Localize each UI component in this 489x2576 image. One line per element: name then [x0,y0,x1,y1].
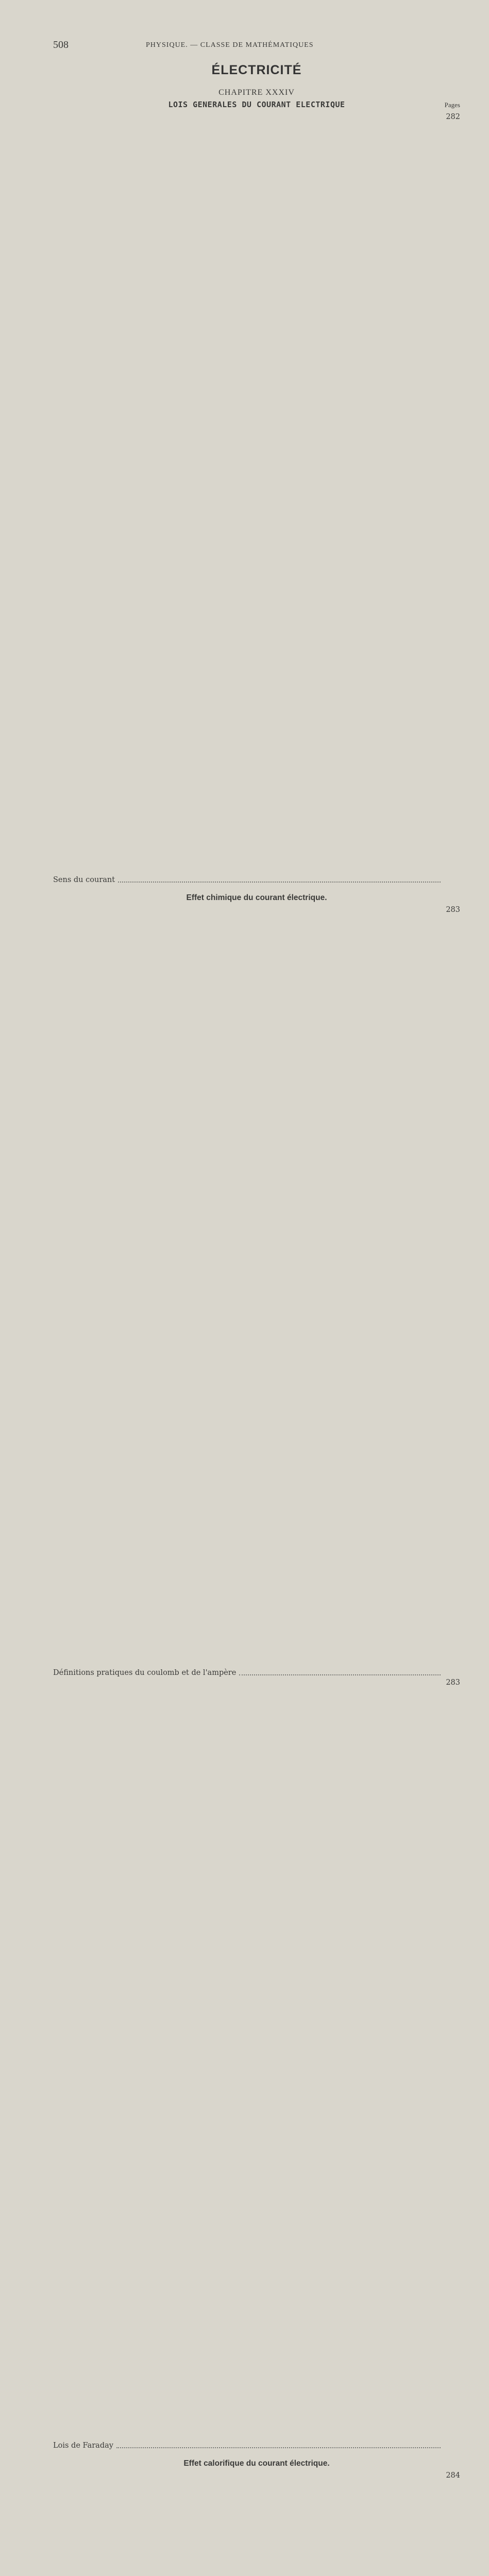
section-title [53,893,460,903]
toc-entry [53,112,460,885]
section-title [53,2459,460,2468]
chapter-title: LOIS GENERALES DU COURANT ELECTRIQUE [168,100,345,109]
part-title: ÉLECTRICITÉ [211,63,302,77]
entry-page: 283 [446,1679,460,1687]
toc-entry [53,1678,460,2451]
page-number: 508 [53,39,69,50]
entry-label: Lois de Faraday [53,2441,113,2450]
spacer [53,885,460,890]
toc-entry [53,905,460,1678]
spacer [53,2451,460,2456]
section-name: Effet chimique du courant électrique. [186,893,327,902]
dot-leader [116,2447,441,2448]
section-name: Effet calorifique du courant électrique. [183,2459,330,2468]
entry-page: 283 [446,906,460,914]
entry-label: Sens du courant [53,875,115,884]
chapter-title-row [53,99,460,109]
dot-leader [118,882,441,883]
entry-page: 284 [446,2471,460,2480]
dot-leader [239,1674,441,1675]
chapter-label: CHAPITRE XXXIV [218,88,295,97]
entry-page: 282 [446,113,460,121]
running-head [53,39,460,52]
table-of-contents [53,63,460,2576]
toc-entry [53,2471,460,2576]
running-title: PHYSIQUE. — CLASSE DE MATHÉMATIQUES [146,41,314,49]
entry-label: Définitions pratiques du coulomb et de l'ampère [53,1668,237,1677]
pages-column-label: Pages [444,101,460,109]
